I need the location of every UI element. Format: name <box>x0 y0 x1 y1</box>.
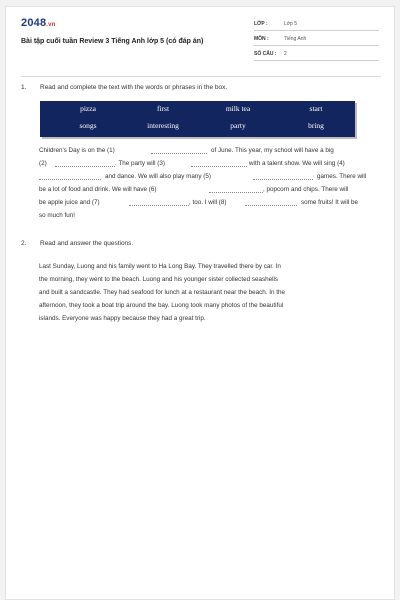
subject-row <box>254 31 379 46</box>
site-logo[interactable] <box>21 17 56 29</box>
worksheet-header <box>6 7 394 71</box>
question-1-number: 1. <box>21 84 27 91</box>
question-count-row <box>254 46 379 61</box>
passage-line <box>39 186 384 198</box>
worksheet-page <box>5 6 395 600</box>
answer-blank-8[interactable] <box>245 199 297 206</box>
passage-text: and dance. We will also play many (5) <box>105 173 211 180</box>
passage-line <box>39 212 384 224</box>
question-count-value: 2 <box>284 51 287 57</box>
header-divider <box>21 76 381 77</box>
question-count-label: SỐ CÂU : <box>254 51 277 57</box>
answer-blank-6[interactable] <box>209 186 263 193</box>
word-box <box>40 101 355 137</box>
class-value: Lớp 5 <box>284 21 298 27</box>
answer-blank-3[interactable] <box>191 160 247 167</box>
passage-line <box>39 147 384 159</box>
answer-blank-1[interactable] <box>151 147 207 154</box>
class-row <box>254 16 379 31</box>
passage-line <box>39 199 384 211</box>
subject-label: MÔN : <box>254 36 269 42</box>
question-2-number: 2. <box>21 240 27 247</box>
passage-text: (2) <box>39 160 47 167</box>
word-box-item: songs <box>79 121 97 130</box>
passage-text: of June. This year, my school will have a big <box>211 147 334 154</box>
answer-blank-4[interactable] <box>39 173 101 180</box>
document-title: Bài tập cuối tuần Review 3 Tiếng Anh lớp 5 (có đáp án) <box>21 38 204 45</box>
passage-text: . The party will (3) <box>115 160 165 167</box>
word-box-item: bring <box>308 121 324 130</box>
logo-suffix: .vn <box>46 22 56 28</box>
question-1-instruction: Read and complete the text with the words or phrases in the box. <box>40 84 228 91</box>
passage-text: Children's Day is on the (1) <box>39 147 115 154</box>
passage-line <box>39 160 384 172</box>
passage-text: so much fun! <box>39 212 76 219</box>
word-box-item: interesting <box>147 121 179 130</box>
logo-text: 2048 <box>21 17 47 29</box>
answer-blank-5[interactable] <box>253 173 313 180</box>
word-box-item: pizza <box>80 104 96 113</box>
word-box-item: milk tea <box>225 104 251 113</box>
passage-text: , popcorn and chips. There will <box>263 186 349 193</box>
passage-text: be a lot of food and drink. We will have (6) <box>39 186 157 193</box>
subject-value: Tiếng Anh <box>284 36 307 42</box>
passage-text: some fruits! It will be <box>301 199 359 206</box>
word-box-item: start <box>309 104 323 113</box>
passage-line: afternoon, they took a boat trip around the bay. Luong took many photos of the beautiful <box>39 302 284 309</box>
word-box-item: party <box>230 121 246 130</box>
passage-line: and built a sandcastle. They had seafood for lunch at a restaurant near the beach. In the <box>39 289 285 296</box>
passage-line <box>39 173 384 185</box>
passage-text: with a talent show. We will sing (4) <box>249 160 345 167</box>
answer-blank-2[interactable] <box>55 160 115 167</box>
passage-line: Last Sunday, Luong and his family went to Ha Long Bay. They travelled there by car. In <box>39 263 281 270</box>
passage-line: the morning, they went to the beach. Luong and his younger sister collected seashells <box>39 276 279 283</box>
question-2-instruction: Read and answer the questions. <box>40 240 134 247</box>
answer-blank-7[interactable] <box>129 199 189 206</box>
class-label: LỚP : <box>254 21 268 27</box>
passage-text: , too. I will (8) <box>189 199 227 206</box>
passage-line: islands. Everyone was happy because they had a great trip. <box>39 315 206 322</box>
passage-text: games. There will <box>317 173 367 180</box>
passage-text: be apple juice and (7) <box>39 199 100 206</box>
word-box-item: first <box>156 104 170 113</box>
